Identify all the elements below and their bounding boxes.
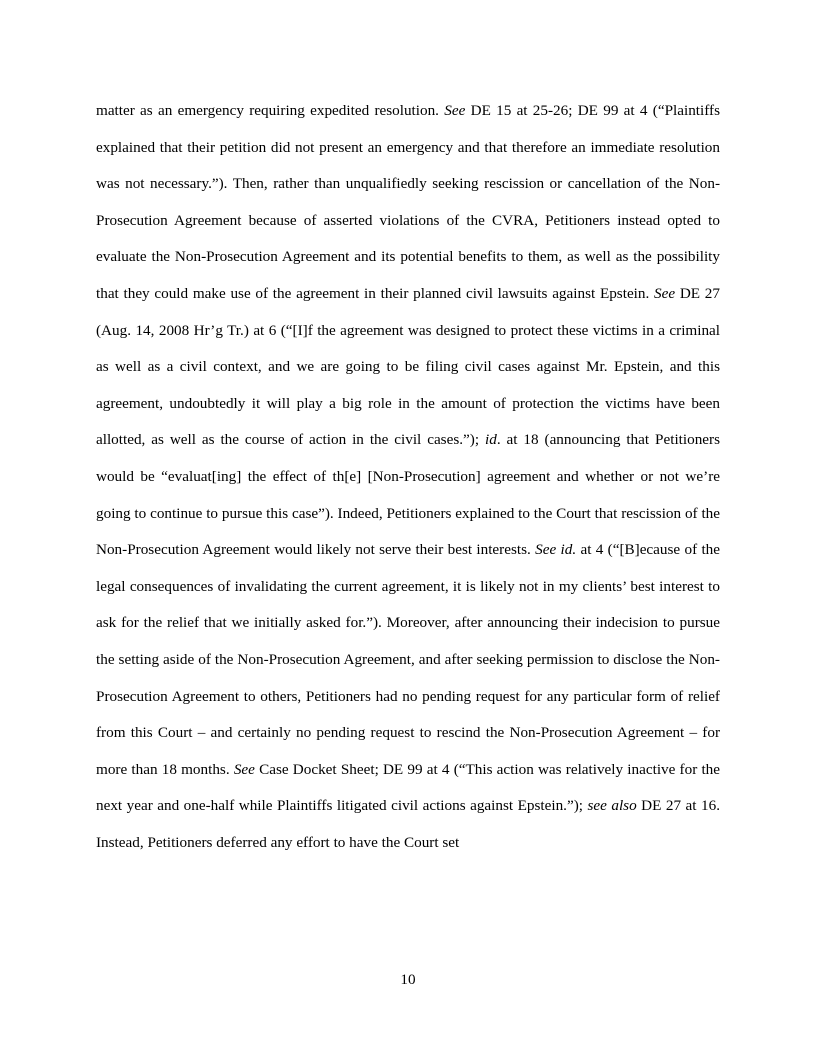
text-run: . at 18 (announcing that Petitioners would be “evaluat[ing] the effect of th[e] [Non-Prosecution] agreement and whether or not we’re going to continue to pursue this case”). Indeed, Petitioners explained to the Court that rescission of the Non-Prosecution Agreement would likely not serve their best interests. — [96, 431, 720, 559]
citation-signal: See id. — [535, 541, 577, 559]
text-run: Case Docket Sheet; DE 99 at 4 (“This action was relatively inactive for the next year and one-half while Plaintiffs litigated civil actions against Epstein.”); — [96, 760, 720, 815]
text-run: DE 27 at 16. Instead, Petitioners deferred any effort to have the Court set — [96, 797, 720, 851]
text-run: DE 27 (Aug. 14, 2008 Hr’g Tr.) at 6 (“[I]f the agreement was designed to protect these victims in a criminal as well as a civil context, and we are going to be filing civil cases against Mr. Epstein, and this agreement, undoubtedly it will play a big role in the amount of protection the victims have been allotted, as well as the course of action in the civil cases.”); — [96, 284, 720, 449]
text-run: DE 15 at 25-26; DE 99 at 4 (“Plaintiffs explained that their petition did not present an emergency and that therefore an immediate resolution was not necessary.”). Then, rather than unqualifiedly seeking rescission or cancellation of the Non-Prosecution Agreement because of asserted violations of the CVRA, Petitioners instead opted to evaluate the Non-Prosecution Agreement and its potential benefits to them, as well as the possibility that they could make use of the agreement in their planned civil lawsuits against Epstein. — [96, 102, 720, 302]
text-run: matter as an emergency requiring expedited resolution. — [96, 102, 445, 119]
page-number: 10 — [400, 971, 416, 988]
citation-signal: see also — [587, 797, 637, 815]
citation-signal: id — [484, 431, 497, 449]
document-body — [96, 93, 720, 861]
citation-signal: See — [444, 102, 466, 119]
citation-signal: See — [233, 760, 255, 778]
body-paragraph — [96, 93, 720, 861]
citation-signal: See — [654, 284, 676, 302]
text-run: at 4 (“[B]ecause of the legal consequences of invalidating the current agreement, it is likely not in my clients’ best interest to ask for the relief that we initially asked for.”). Moreover, after announcing their indecision to pursue the setting aside of the Non-Prosecution Agreement, and after seeking permission to disclose the Non-Prosecution Agreement to others, Petitioners had no pending request for any particular form of relief from this Court – and certainly no pending request to rescind the Non-Prosecution Agreement – for more than 18 months. — [96, 541, 721, 778]
